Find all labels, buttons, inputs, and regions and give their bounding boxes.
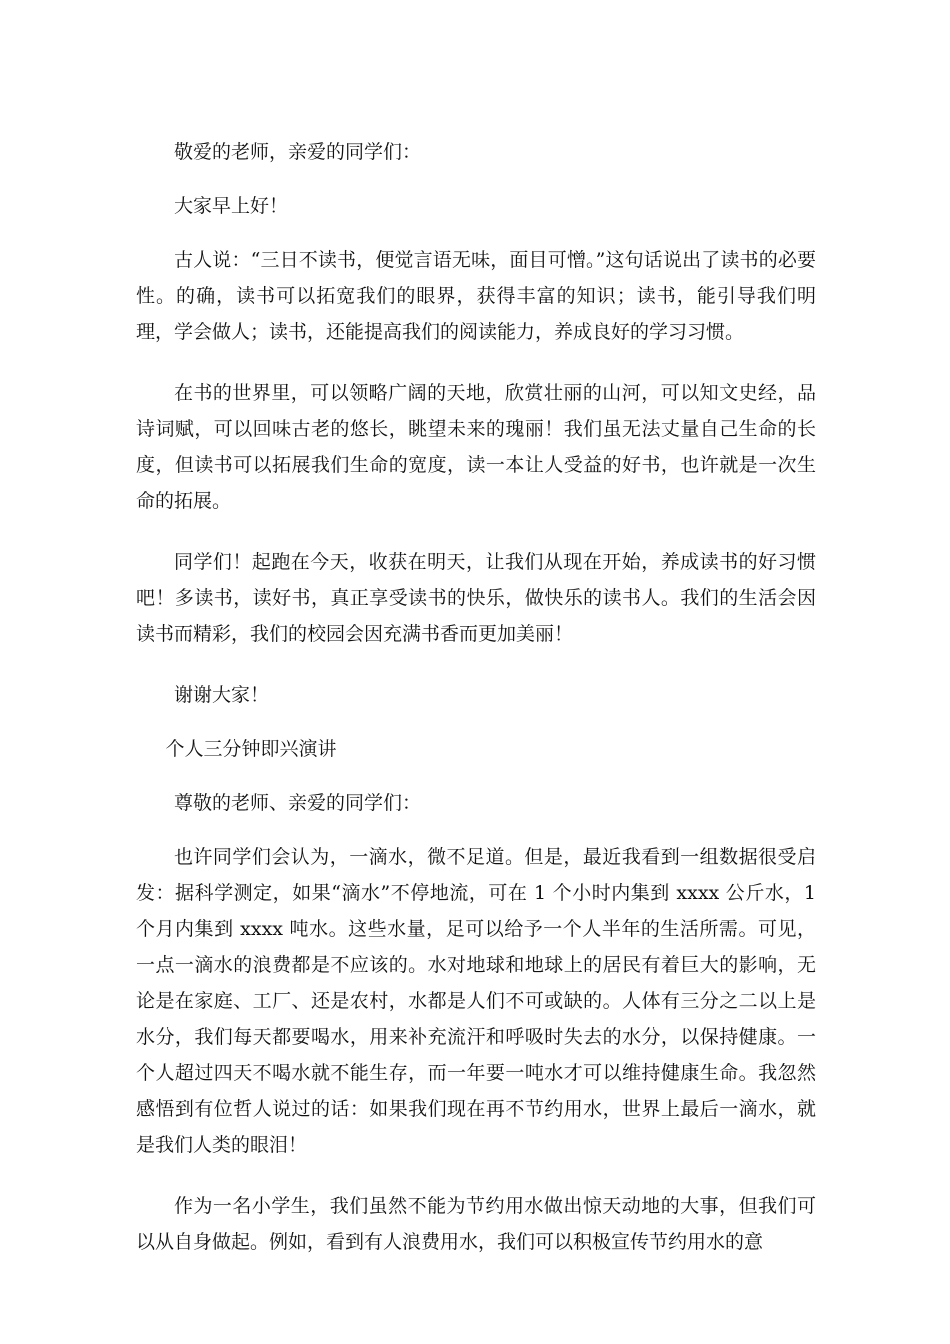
body-paragraph: 古人说：“三日不读书，便觉言语无味，面目可憎。”这句话说出了读书的必要性。的确，读书可以拓宽我们的眼界，获得丰富的知识；读书，能引导我们明理，学会做人；读书，还能提高我们的阅读能力，养成良好的学习习惯。 (136, 249, 816, 343)
body-paragraph: 同学们！起跑在今天，收获在明天，让我们从现在开始，养成读书的好习惯吧！多读书，读好书，真正享受读书的快乐，做快乐的读书人。我们的生活会因读书而精彩，我们的校园会因充满书香而更加美丽！ (136, 551, 816, 645)
body-paragraph: 在书的世界里，可以领略广阔的天地，欣赏壮丽的山河，可以知文史经，品诗词赋，可以回味古老的悠长，眺望未来的瑰丽！我们虽无法丈量自己生命的长度，但读书可以拓展我们生命的宽度，读一本让人受益的好书，也许就是一次生命的拓展。 (136, 382, 816, 512)
body-paragraph: 作为一名小学生，我们虽然不能为节约用水做出惊天动地的大事，但我们可以从自身做起。例如，看到有人浪费用水，我们可以积极宣传节约用水的意 (136, 1195, 816, 1253)
document-body (136, 134, 816, 1285)
section-title: 个人三分钟即兴演讲 (165, 738, 337, 760)
salutation: 敬爱的老师，亲爱的同学们： (174, 141, 422, 163)
salutation: 尊敬的老师、亲爱的同学们： (174, 792, 422, 814)
body-paragraph: 也许同学们会认为，一滴水，微不足道。但是，最近我看到一组数据很受启发：据科学测定，如果“滴水”不停地流，可在 1 个小时内集到 xxxx 公斤水，1 个月内集到 xxxx 吨水。这些水量，足可以给予一个人半年的生活所需。可见，一点一滴水的浪费都是不应该的。水对地球和地球上的居民有着巨大的影响，无论是在家庭、工厂、还是农村，水都是人们不可或缺的。人体有三分之二以上是水分，我们每天都要喝水，用来补充流汗和呼吸时失去的水分，以保持健康。一个人超过四天不喝水就不能生存，而一年要一吨水才可以维持健康生命。我忽然感悟到有位哲人说过的话：如果我们现在再不节约用水，世界上最后一滴水，就是我们人类的眼泪！ (136, 846, 816, 1156)
greeting: 大家早上好！ (174, 195, 289, 217)
closing: 谢谢大家！ (174, 684, 270, 706)
